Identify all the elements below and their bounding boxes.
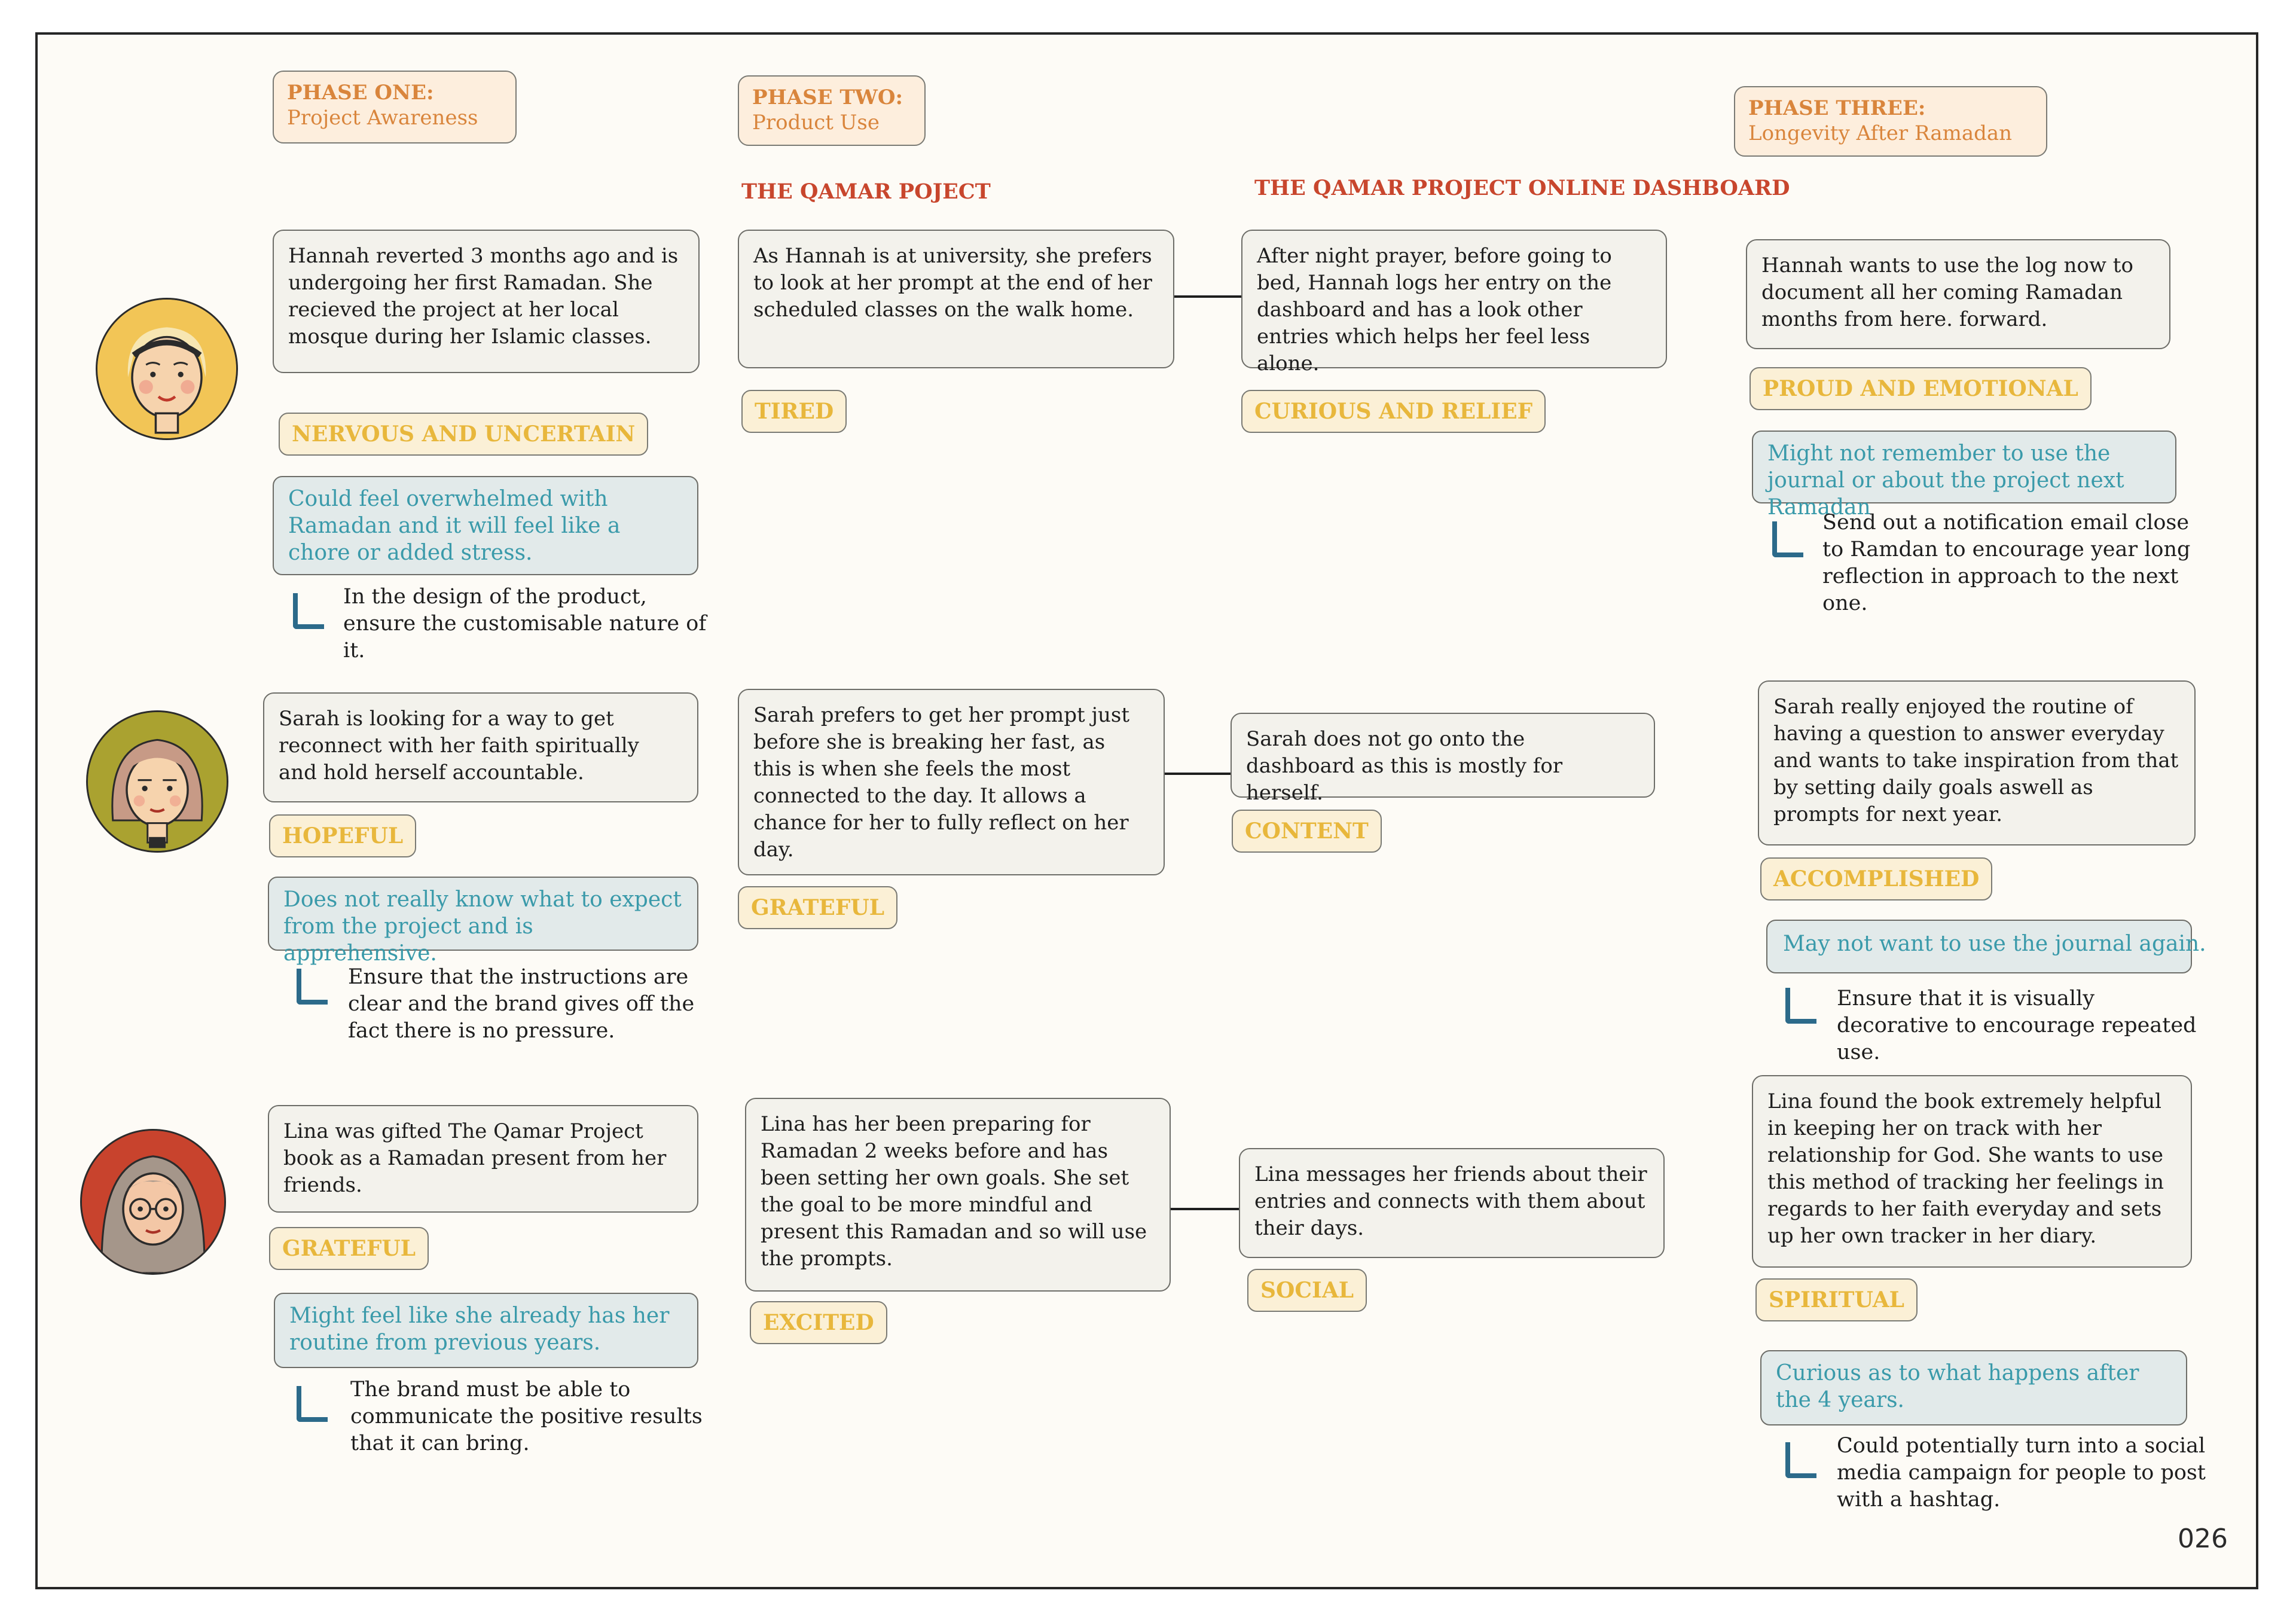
sarah-phase1-solution: Ensure that the instructions are clear and the brand gives off the fact there is no pressure. [348,965,695,1043]
phase-three-title: PHASE THREE: [1748,96,1926,120]
phase-one-header [273,71,517,144]
hannah-connector [1174,295,1241,298]
hannah-phase3-solution: Send out a notification email close to Ramdan to encourage year long reflection in approach to the next one. [1822,511,2191,615]
sarah-phase3-card: Sarah really enjoyed the routine of having a question to answer everyday and wants to take inspiration from that by setting daily goals aswell as prompts for next year. [1758,680,2196,845]
lina-phase1-emotion: GRATEFUL [269,1227,429,1270]
sarah-connector [1165,773,1231,775]
hannah-avatar-icon [96,298,238,440]
lina-phase1-pain-point: Might feel like she already has her routine from previous years. [274,1293,698,1368]
phase-three-header [1734,86,2047,157]
lina-phase3-solution-arrow [1785,1442,1816,1478]
lina-project-card: Lina has her been preparing for Ramadan 2 weeks before and has been setting her own goals. She set the goal to be more mindful and present this Ramadan and so will use the prompts. [745,1098,1171,1292]
sarah-phase3-solution-arrow [1785,988,1816,1024]
sarah-phase3-solution: Ensure that it is visually decorative to encourage repeated use. [1837,987,2197,1064]
sarah-project-card: Sarah prefers to get her prompt just before she is breaking her fast, as this is when she feels the most connected to the day. It allows a chance for her to fully reflect on her day. [738,689,1165,875]
hannah-dashboard-card: After night prayer, before going to bed, Hannah logs her entry on the dashboard and has a look other entries which helps her feel less alone. [1241,230,1667,368]
lina-dashboard-card: Lina messages her friends about their entries and connects with them about their days. [1239,1148,1665,1258]
lina-phase1-solution: The brand must be able to communicate the positive results that it can bring. [350,1378,703,1455]
hannah-phase1-solution-arrow [293,593,324,629]
sarah-dashboard-card: Sarah does not go onto the dashboard as this is mostly for herself. [1231,713,1655,798]
phase-one-title: PHASE ONE: [287,81,434,105]
sarah-phase1-emotion: HOPEFUL [269,814,416,857]
lina-dashboard-emotion: SOCIAL [1247,1269,1367,1312]
sarah-phase1-solution-arrow [297,969,328,1005]
phase-one-subtitle: Project Awareness [287,106,478,130]
hannah-project-emotion: TIRED [741,390,847,433]
lina-phase1-card: Lina was gifted The Qamar Project book as a Ramadan present from her friends. [268,1105,698,1213]
sarah-phase3-emotion: ACCOMPLISHED [1760,857,1992,900]
phase-two-subtitle: Product Use [752,111,880,135]
lina-avatar-icon [80,1129,226,1275]
phase-two-header [738,75,926,146]
section-title-dashboard: THE QAMAR PROJECT ONLINE DASHBOARD [1254,176,1790,200]
hannah-phase3-pain-point: Might not remember to use the journal or about the project next Ramadan [1752,431,2176,503]
hannah-phase1-card: Hannah reverted 3 months ago and is undergoing her first Ramadan. She recieved the project at her local mosque during her Islamic classes. [273,230,700,373]
sarah-avatar-icon [86,710,228,853]
sarah-phase3-pain-point: May not want to use the journal again. [1766,920,2192,973]
lina-phase3-pain-point: Curious as to what happens after the 4 years. [1760,1350,2187,1425]
hannah-phase1-solution: In the design of the product, ensure the customisable nature of it. [343,585,707,663]
lina-phase3-card: Lina found the book extremely helpful in keeping her on track with her relationship for God. She wants to use this method of tracking her feelings in regards to her faith everyday and sets up her own tracker in her diary. [1752,1075,2192,1268]
lina-phase3-emotion: SPIRITUAL [1755,1278,1918,1321]
page-number: 026 [2178,1524,2228,1554]
sarah-dashboard-emotion: CONTENT [1232,810,1382,853]
hannah-phase3-card: Hannah wants to use the log now to document all her coming Ramadan months from here. forward. [1746,239,2170,349]
lina-project-emotion: EXCITED [750,1301,887,1344]
phase-two-title: PHASE TWO: [752,86,903,109]
lina-phase3-solution: Could potentially turn into a social media campaign for people to post with a hashtag. [1837,1434,2206,1512]
sarah-phase1-card: Sarah is looking for a way to get reconnect with her faith spiritually and hold herself accountable. [263,692,698,802]
sarah-project-emotion: GRATEFUL [738,886,897,929]
sarah-phase1-pain-point: Does not really know what to expect from the project and is apprehensive. [268,877,698,951]
hannah-project-card: As Hannah is at university, she prefers to look at her prompt at the end of her scheduled classes on the walk home. [738,230,1174,368]
section-title-project: THE QAMAR POJECT [741,179,991,204]
hannah-phase3-solution-arrow [1772,521,1803,557]
hannah-dashboard-emotion: CURIOUS AND RELIEF [1241,390,1546,433]
hannah-phase1-emotion: NERVOUS AND UNCERTAIN [279,413,648,456]
hannah-phase3-emotion: PROUD AND EMOTIONAL [1750,367,2092,410]
lina-connector [1171,1208,1239,1210]
phase-three-subtitle: Longevity After Ramadan [1748,121,2013,145]
hannah-phase1-pain-point: Could feel overwhelmed with Ramadan and it will feel like a chore or added stress. [273,476,698,575]
lina-phase1-solution-arrow [297,1386,328,1422]
